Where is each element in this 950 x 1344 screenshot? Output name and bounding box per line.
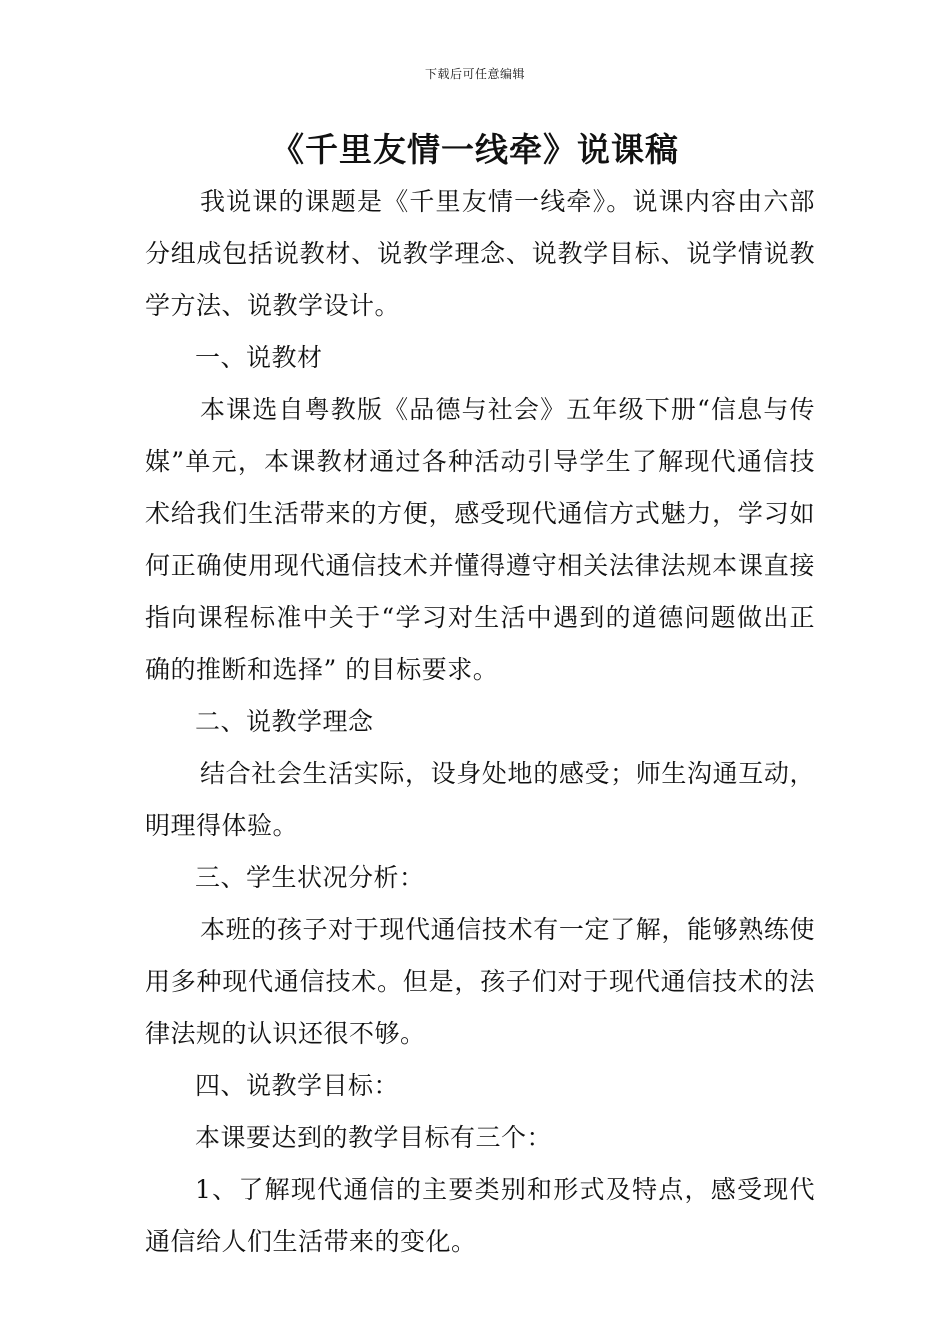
student-analysis-paragraph: 本班的孩子对于现代通信技术有一定了解，能够熟练使用多种现代通信技术。但是，孩子们对于现代通信技术的法律法规的认识还很不够。 [145, 915, 815, 1048]
teaching-goal-item-1: 1、了解现代通信的主要类别和形式及特点，感受现代通信给人们生活带来的变化。 [145, 1175, 815, 1256]
page-header-note: 下载后可任意编辑 [424, 67, 525, 81]
teaching-philosophy-paragraph: 结合社会生活实际，设身处地的感受；师生沟通互动，明理得体验。 [145, 759, 815, 840]
document-body [145, 176, 815, 1268]
textbook-paragraph: 本课选自粤教版《品德与社会》五年级下册“信息与传媒”单元，本课教材通过各种活动引导学生了解现代通信技术给我们生活带来的方便，感受现代通信方式魅力，学习如何正确使用现代通信技术并懂得遵守相关法律法规本课直接指向课程标准中关于“学习对生活中遇到的道德问题做出正确的推断和选择” 的目标要求。 [145, 395, 815, 684]
section-heading-teaching-goals: 四、说教学目标： [195, 1071, 400, 1100]
section-heading-textbook: 一、说教材 [195, 343, 323, 372]
intro-paragraph: 我说课的课题是《千里友情一线牵》。说课内容由六部分组成包括说教材、说教学理念、说教学目标、说学情说教学方法、说教学设计。 [145, 187, 815, 320]
section-heading-teaching-philosophy: 二、说教学理念 [195, 707, 374, 736]
section-heading-student-analysis: 三、学生状况分析： [195, 863, 425, 892]
document-title: 《千里友情一线牵》说课稿 [271, 130, 679, 169]
teaching-goals-intro: 本课要达到的教学目标有三个： [195, 1123, 553, 1152]
